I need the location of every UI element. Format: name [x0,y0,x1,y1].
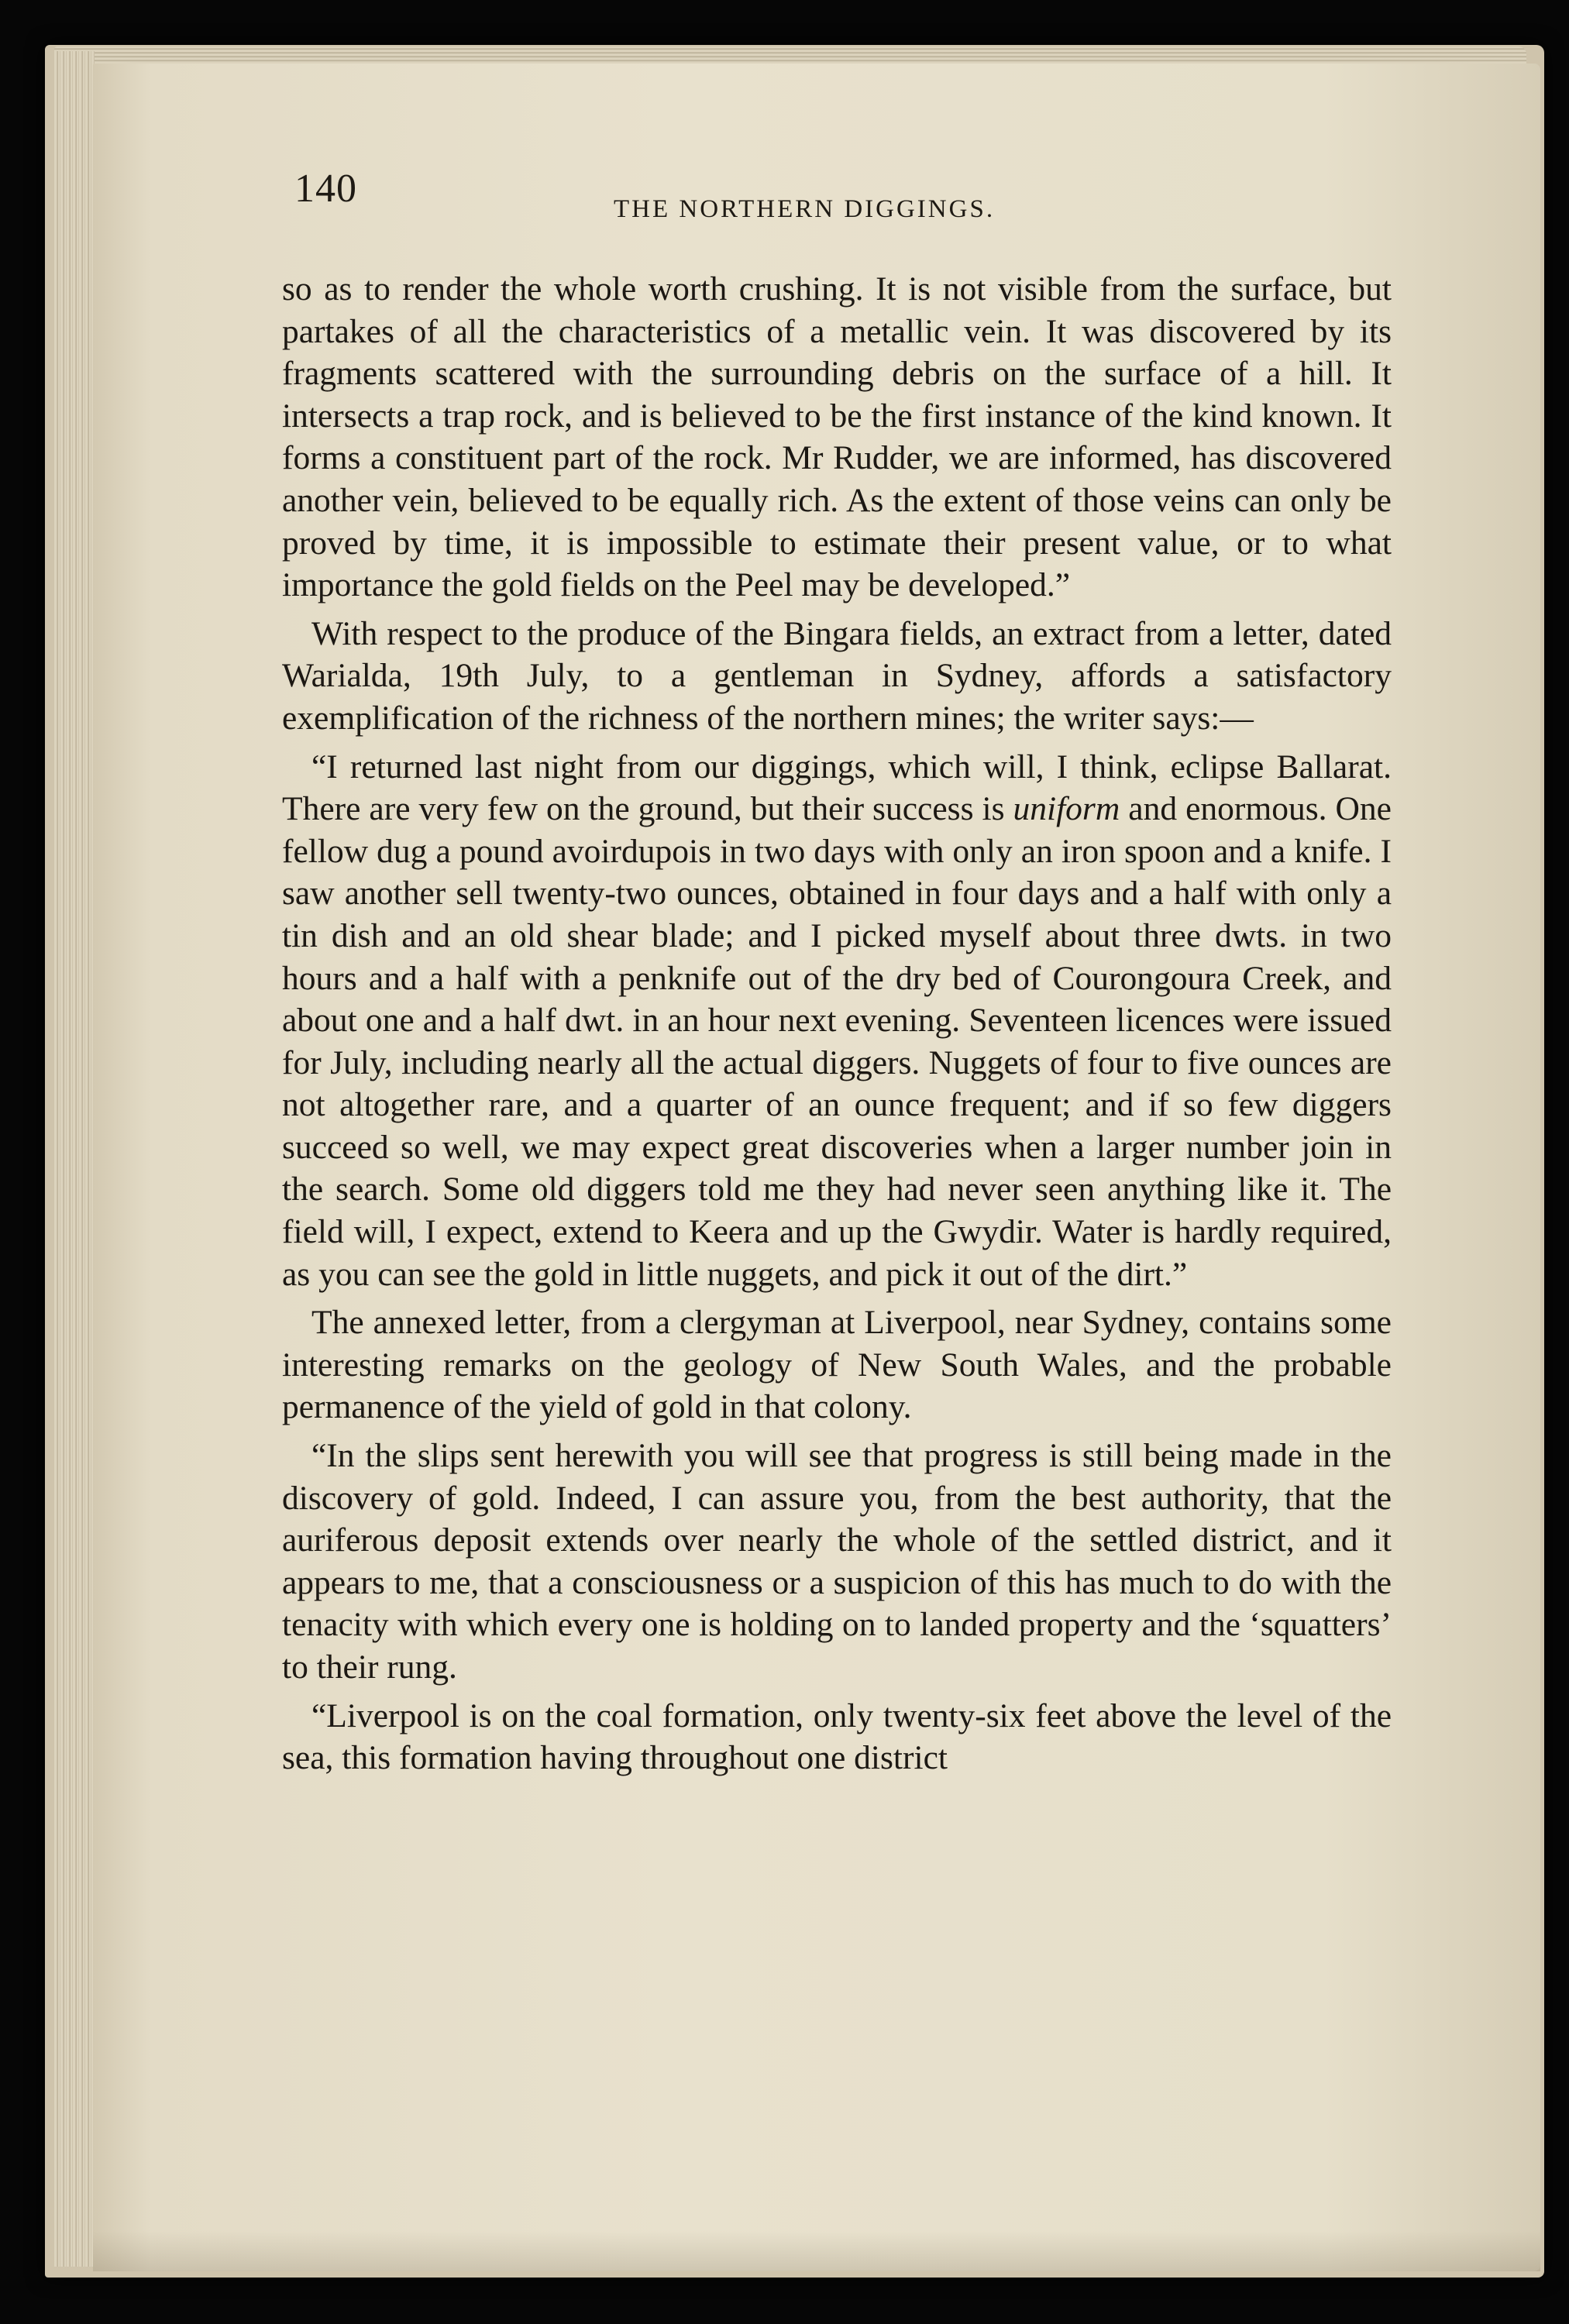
paragraph-3-text-a: “I returned last night from our diggings, which will, I think, eclipse Ballarat. There are very few on the ground, but their success is [282,748,1392,828]
page-stack-top-edge [54,46,1526,64]
paragraph-4: The annexed letter, from a clergyman at Liverpool, near Sydney, contains some interesting remarks on the geology of New South Wales, and the probable permanence of the yield of gold in that colony. [282,1304,1392,1426]
body-text [282,268,1392,1786]
paragraph-6-quoted-letter: “Liverpool is on the coal formation, only twenty-six feet above the level of the sea, this formation having throughout one district [282,1697,1392,1777]
paragraph-5-quoted-letter: “In the slips sent herewith you will see that progress is still being made in the discovery of gold. Indeed, I can assure you, from the best authority, that the auriferous deposit extends over nearly the whole of the settled district, and it appears to me, that a consciousness or a suspicion of this has much to do with the tenacity with which every one is holding on to landed property and the ‘squatters’ to their rung. [282,1437,1392,1686]
paragraph-3-quoted-letter [282,746,1392,1296]
paragraph-2: With respect to the produce of the Bingara fields, an extract from a letter, dated Warialda, 19th July, to a gentleman in Sydney, affords a satisfactory exemplification of the richness of the northern mines; the writer says:— [282,614,1392,737]
paragraph-3-text-b: and enormous. One fellow dug a pound avoirdupois in two days with only an iron spoon and a knife. I saw another sell twenty-two ounces, obtained in four days and a half with only a tin dish and an old shear blade; and I picked myself about three dwts. in two hours and a half with a penknife out of the dry bed of Courongoura Creek, and about one and a half dwt. in an hour next evening. Seventeen licences were issued for July, including nearly all the actual diggers. Nuggets of four to five ounces are not altogether rare, and a quarter of an ounce frequent; and if so few diggers succeed so well, we may expect great discoveries when a larger number join in the search. Some old diggers told me they had never seen anything like it. The field will, I expect, extend to Keera and up the Gwydir. Water is hardly required, as you can see the gold in little nuggets, and pick it out of the dirt.” [282,790,1392,1293]
page-stack-left-edge [54,51,95,2267]
page-number: 140 [294,167,357,211]
paragraph-1: so as to render the whole worth crushing. It is not visible from the surface, but partakes of all the characteristics of a metallic vein. It was discovered by its fragments scattered with the surrounding debris on the surface of a hill. It intersects a trap rock, and is believed to be the first instance of the kind known. It forms a constituent part of the rock. Mr Rudder, we are informed, has discovered another vein, believed to be equally rich. As the extent of those veins can only be proved by time, it is impossible to estimate their present value, or to what importance the gold fields on the Peel may be developed.” [282,270,1392,604]
running-title: THE NORTHERN DIGGINGS. [614,195,996,223]
page-header [288,164,1388,226]
paper-shadow [93,2231,1540,2271]
italic-emphasis: uniform [1013,790,1120,828]
